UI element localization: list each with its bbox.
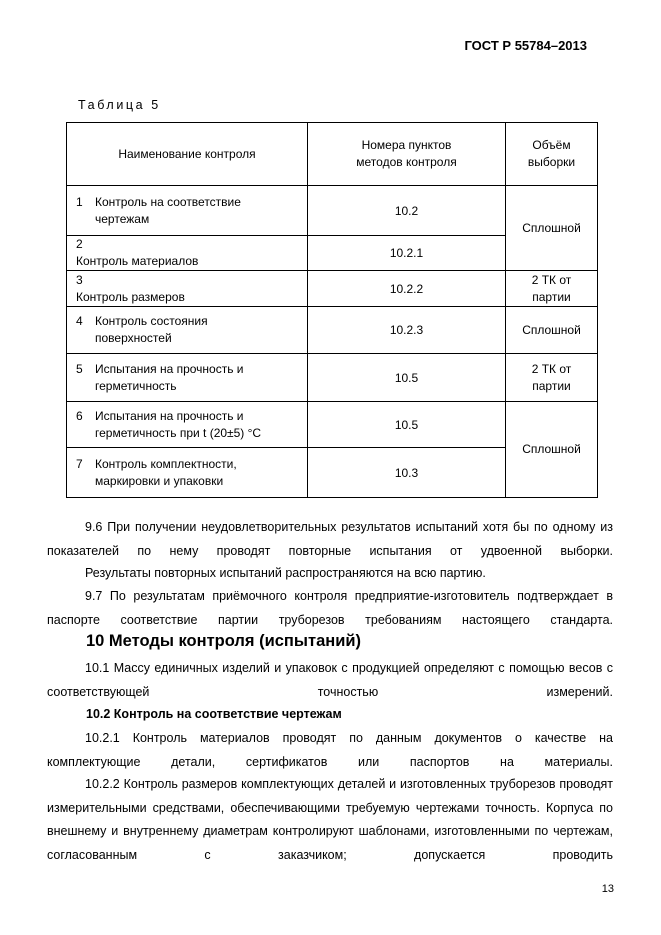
paragraph-9-6-retest: Результаты повторных испытаний распространяются на всю партию.	[85, 566, 486, 580]
row-ref-cell: 10.3	[308, 448, 506, 498]
row-name-cell: 5 Испытания на прочность и герметичность	[67, 354, 308, 402]
table-row	[67, 354, 598, 402]
sample-volume-cell: Сплошной	[506, 186, 598, 271]
sample-volume-cell: Сплошной	[506, 307, 598, 354]
table-row	[67, 307, 598, 354]
row-name-cell: 4 Контроль состояния поверхностей	[67, 307, 308, 354]
table-header-row	[67, 123, 598, 186]
paragraph-10-2-2: 10.2.2 Контроль размеров комплектующих деталей и изготовленных труборезов проводят измерительными средствами, обеспечивающими требуемую чертежами точность. Корпуса по внешнему и внутреннему диаметрам контролируют шаблонами, изготовленными по чертежам, согласованным с заказчиком; допускается проводить	[47, 777, 613, 862]
section-10-2-heading: 10.2 Контроль на соответствие чертежам	[86, 707, 342, 721]
header-method-refs: Номера пунктов методов контроля	[308, 123, 506, 186]
paragraph-9-7: 9.7 По результатам приёмочного контроля предприятие-изготовитель подтверждает в паспорте соответствие партии труборезов требованиям настоящего стандарта.	[47, 589, 613, 627]
paragraph-10-1: 10.1 Массу единичных изделий и упаковок с продукцией определяют с помощью весов с соответствующей точностью измерений.	[47, 661, 613, 699]
table-caption: Таблица 5	[78, 98, 161, 112]
header-sample-volume: Объём выборки	[506, 123, 598, 186]
row-name-cell: 7 Контроль комплектности, маркировки и упаковки	[67, 448, 308, 498]
page-number: 13	[601, 883, 614, 895]
sample-volume-cell: Сплошной	[506, 402, 598, 498]
row-name-cell: 3Контроль размеров	[67, 271, 308, 307]
section-10-heading: 10 Методы контроля (испытаний)	[86, 632, 361, 650]
row-name-cell: 1 Контроль на соответствие чертежам	[67, 186, 308, 236]
row-name-cell: 2Контроль материалов	[67, 236, 308, 271]
row-ref-cell: 10.2.3	[308, 307, 506, 354]
table-row	[67, 402, 598, 448]
paragraph-9-6: 9.6 При получении неудовлетворительных результатов испытаний хотя бы по одному из показателей по нему проводят повторные испытания от удвоенной выборки.	[47, 520, 613, 558]
table-row	[67, 271, 598, 307]
row-ref-cell: 10.2.1	[308, 236, 506, 271]
row-name-cell: 6 Испытания на прочность и герметичность при t (20±5) °С	[67, 402, 308, 448]
row-ref-cell: 10.2	[308, 186, 506, 236]
document-code: ГОСТ Р 55784–2013	[464, 38, 587, 53]
sample-volume-cell: 2 ТК от партии	[506, 271, 598, 307]
row-ref-cell: 10.5	[308, 402, 506, 448]
table-row	[67, 186, 598, 236]
row-ref-cell: 10.2.2	[308, 271, 506, 307]
paragraph-10-2-1: 10.2.1 Контроль материалов проводят по данным документов о качестве на комплектующие детали, сертификатов или паспортов на материалы.	[47, 731, 613, 769]
row-ref-cell: 10.5	[308, 354, 506, 402]
inspection-table	[66, 122, 598, 498]
sample-volume-cell: 2 ТК от партии	[506, 354, 598, 402]
header-inspection-name: Наименование контроля	[67, 123, 308, 186]
